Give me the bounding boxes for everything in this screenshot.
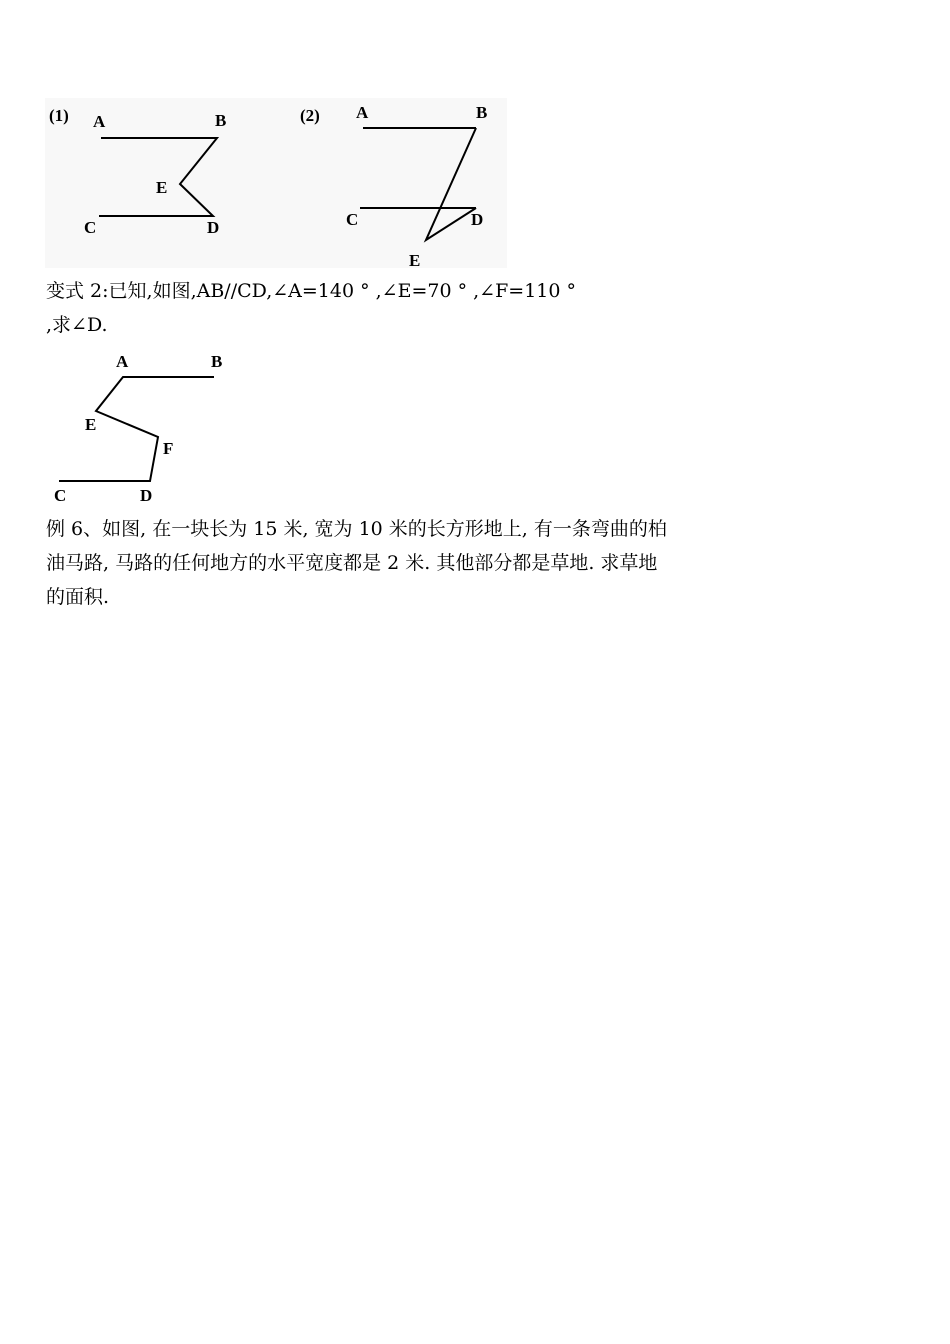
figure-1-path: [99, 138, 217, 216]
figure-1-label-b: B: [215, 111, 227, 130]
variant2-line2: ,求∠D.: [46, 314, 108, 336]
variant2-line1: 变式 2:已知,如图,AB//CD,∠A=140 ° ,∠E=70 ° ,∠F=110 °: [46, 280, 577, 302]
figure-2-label-e: E: [409, 251, 421, 270]
figure-2-path-bed: [426, 128, 476, 240]
figure-1-label-d: D: [207, 218, 220, 237]
figure-2-label-c: C: [346, 210, 359, 229]
figure-3-label-e: E: [85, 415, 97, 434]
figure-1-label-a: A: [93, 112, 106, 131]
example6-line2: 油马路, 马路的任何地方的水平宽度都是 2 米. 其他部分都是草地. 求草地: [46, 552, 658, 574]
figure-3-path: [59, 377, 214, 481]
figure-2-number: (2): [300, 106, 320, 125]
figure-3: [45, 346, 245, 506]
figure-2: [296, 98, 506, 278]
example6-line3: 的面积.: [46, 586, 110, 608]
figure-3-label-d: D: [140, 486, 153, 505]
figure-1: [45, 98, 285, 248]
figure-2-label-d: D: [471, 210, 484, 229]
figure-3-label-b: B: [211, 352, 223, 371]
figure-1-number: (1): [49, 106, 69, 125]
figure-3-label-f: F: [163, 439, 174, 458]
figure-1-label-e: E: [156, 178, 168, 197]
figure-1-label-c: C: [84, 218, 97, 237]
example6-line1: 例 6、如图, 在一块长为 15 米, 宽为 10 米的长方形地上, 有一条弯曲的柏: [46, 518, 667, 540]
figure-3-label-a: A: [116, 352, 129, 371]
figure-2-label-a: A: [356, 103, 369, 122]
figure-2-label-b: B: [476, 103, 488, 122]
figure-3-label-c: C: [54, 486, 67, 505]
